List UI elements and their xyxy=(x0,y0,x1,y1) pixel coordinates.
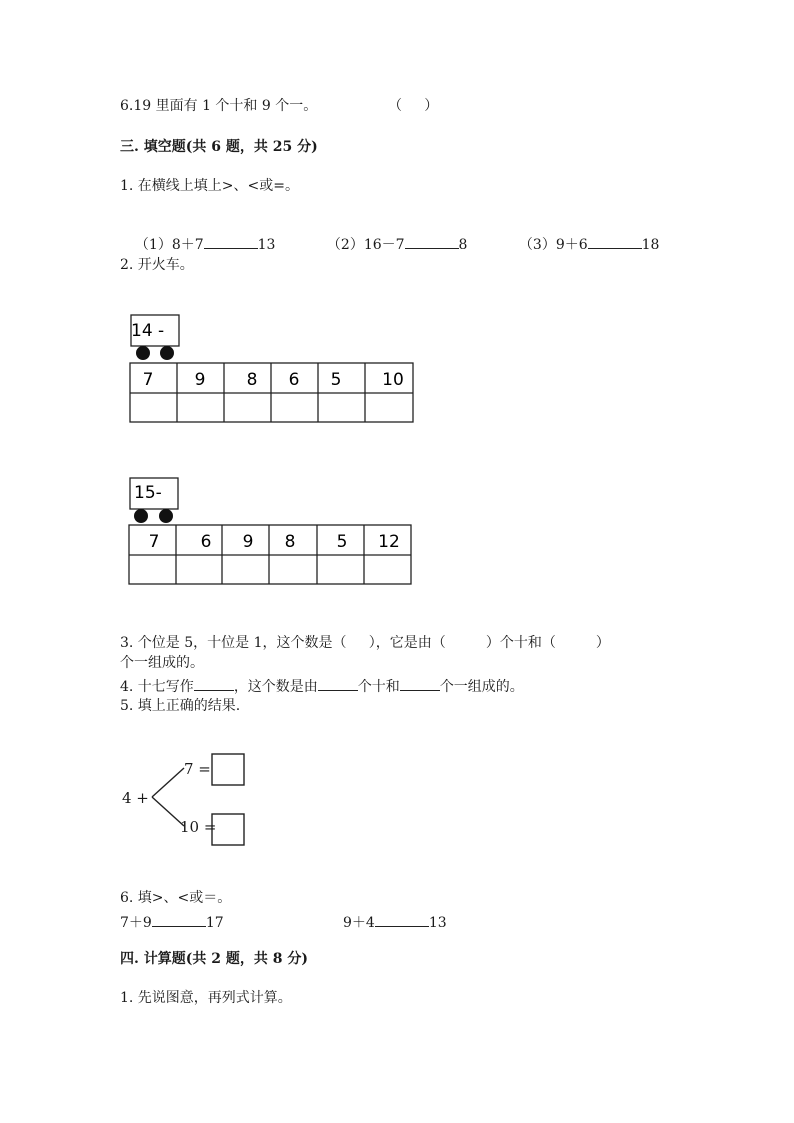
q4-line xyxy=(120,676,524,696)
wheel xyxy=(160,346,174,360)
answer-blank[interactable] xyxy=(400,676,440,691)
car-number: 10 xyxy=(382,370,404,390)
q1-item-3-right: 18 xyxy=(641,237,660,253)
car-number: 6 xyxy=(288,370,300,390)
q6-item-1 xyxy=(120,912,224,932)
wheel xyxy=(134,509,148,523)
question-6-prev: 6.19 里面有 1 个十和 9 个一。 xyxy=(120,98,318,114)
q5-top: 7 = xyxy=(184,760,211,778)
answer-box-bottom[interactable] xyxy=(212,814,244,845)
engine-label: 14 - xyxy=(131,321,165,341)
q3-line-1: 3. 个位是 5，十位是 1，这个数是（ ），它是由（ ）个十和（ ） xyxy=(120,635,610,651)
answer-paren: （ ） xyxy=(388,98,439,114)
answer-blank[interactable] xyxy=(375,912,429,927)
section-3-title: 三. 填空题(共 6 题，共 25 分) xyxy=(120,139,318,155)
q5-base: 4 + xyxy=(122,789,149,807)
answer-blank[interactable] xyxy=(152,912,206,927)
car-number: 8 xyxy=(284,532,296,552)
train-1 xyxy=(130,315,413,422)
q1-item-1-left: （1）8＋7 xyxy=(134,237,204,253)
q1-item-2-left: （2）16－7 xyxy=(326,237,405,253)
q3-line-2: 个一组成的。 xyxy=(120,655,204,671)
q6-item-2-left: 9＋4 xyxy=(343,915,375,931)
car-number: 6 xyxy=(200,532,212,552)
q6-item-2 xyxy=(343,912,447,932)
q6-item-2-right: 13 xyxy=(428,915,447,931)
engine-label: 15- xyxy=(134,483,162,503)
answer-blank[interactable] xyxy=(318,676,358,691)
q4-part-2: ，这个数是由 xyxy=(233,679,318,695)
q1-item-1-right: 13 xyxy=(257,237,276,253)
q6-item-1-right: 17 xyxy=(205,915,224,931)
q1-item-2-right: 8 xyxy=(458,237,468,253)
q4-part-3: 个十和 xyxy=(357,679,400,695)
q2-prompt: 2. 开火车。 xyxy=(120,257,194,273)
car-number: 7 xyxy=(148,532,160,552)
q1-prompt: 1. 在横线上填上>、<或=。 xyxy=(120,178,299,194)
wheel xyxy=(159,509,173,523)
q5-prompt: 5. 填上正确的结果. xyxy=(120,698,241,714)
car-number: 9 xyxy=(242,532,254,552)
car-number: 5 xyxy=(330,370,342,390)
q4-1-prompt: 1. 先说图意，再列式计算。 xyxy=(120,990,292,1006)
q6-item-1-left: 7＋9 xyxy=(120,915,152,931)
q4-part-1: 4. 十七写作 xyxy=(120,679,194,695)
answer-box-top[interactable] xyxy=(212,754,244,785)
section-4-title: 四. 计算题(共 2 题，共 8 分) xyxy=(120,951,308,967)
wheel xyxy=(136,346,150,360)
q4-part-4: 个一组成的。 xyxy=(439,679,524,695)
car-number: 7 xyxy=(142,370,154,390)
answer-blank[interactable] xyxy=(194,676,234,691)
car-number: 8 xyxy=(246,370,258,390)
q6-prompt: 6. 填>、<或＝。 xyxy=(120,890,232,906)
car-number: 9 xyxy=(194,370,206,390)
train-2 xyxy=(129,478,411,584)
q5-bottom: 10 = xyxy=(180,818,217,836)
car-number: 12 xyxy=(378,532,400,552)
q1-item-3-left: （3）9＋6 xyxy=(518,237,588,253)
car-number: 5 xyxy=(336,532,348,552)
